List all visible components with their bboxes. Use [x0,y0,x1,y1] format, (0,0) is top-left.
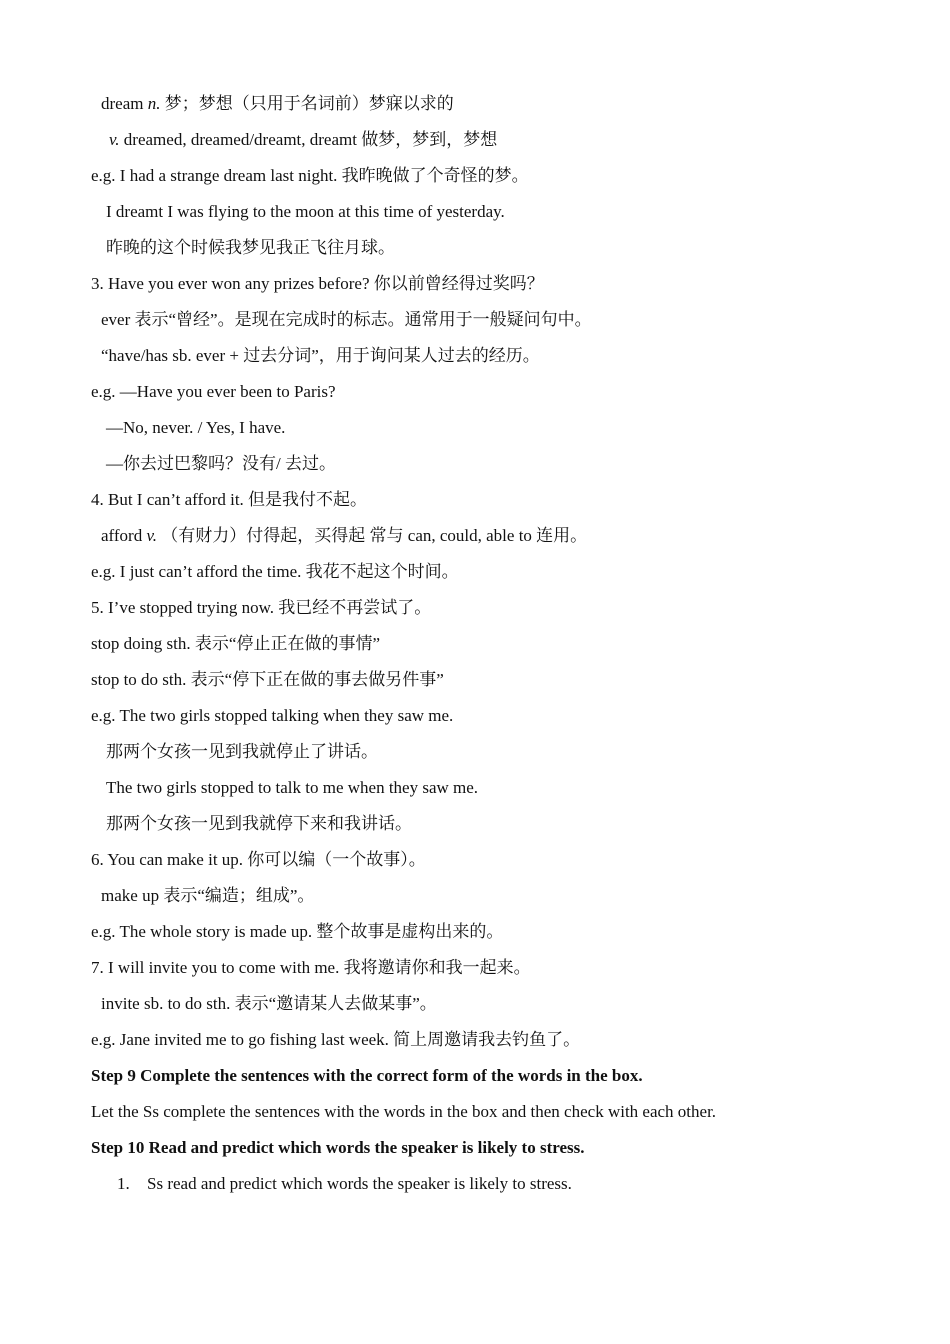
example-line: e.g. I just can’t afford the time. 我花不起这个时间。 [91,562,459,581]
step-9-instruction: Let the Ss complete the sentences with the words in the box and then check with each other. [91,1102,717,1121]
text-span: afford [101,526,147,545]
note-line: stop doing sth. 表示“停止正在做的事情” [91,634,380,653]
translation-line: 那两个女孩一见到我就停止了讲话。 [106,742,378,761]
translation-line: 那两个女孩一见到我就停下来和我讲话。 [106,814,412,833]
note-line: stop to do sth. 表示“停下正在做的事去做另件事” [91,670,444,689]
text-span: 梦；梦想（只用于名词前）梦寐以求的 [160,94,454,113]
example-line: e.g. I had a strange dream last night. 我昨晚做了个奇怪的梦。 [91,166,529,185]
note-line: make up 表示“编造；组成”。 [101,886,315,905]
step-10-heading: Step 10 Read and predict which words the speaker is likely to stress. [91,1138,585,1157]
phrase-heading-7: 7. I will invite you to come with me. 我将邀请你和我一起来。 [91,958,531,977]
pos-label: n. [147,94,161,113]
dream-verb-entry [109,129,497,151]
text-span: dreamed, dreamed/dreamt, dreamt 做梦，梦到，梦想 [119,130,498,149]
numbered-list-item [0,1173,950,1195]
example-line: I dreamt I was flying to the moon at this time of yesterday. [106,202,505,221]
example-line: e.g. —Have you ever been to Paris? [91,382,336,401]
translation-line: —你去过巴黎吗？没有/ 去过。 [106,454,336,473]
example-line: e.g. Jane invited me to go fishing last week. 简上周邀请我去钓鱼了。 [91,1030,581,1049]
example-line: The two girls stopped to talk to me when they saw me. [106,778,479,797]
step-9-heading: Step 9 Complete the sentences with the correct form of the words in the box. [91,1066,643,1085]
afford-entry [101,525,587,547]
note-line: “have/has sb. ever + 过去分词”，用于询问某人过去的经历。 [101,346,540,365]
note-line: invite sb. to do sth. 表示“邀请某人去做某事”。 [101,994,437,1013]
phrase-heading-3: 3. Have you ever won any prizes before? 你以前曾经得过奖吗？ [91,274,544,293]
translation-line: 昨晚的这个时候我梦见我正飞往月球。 [106,238,395,257]
text-span: dream [101,94,148,113]
dream-noun-entry [101,93,454,115]
phrase-heading-4: 4. But I can’t afford it. 但是我付不起。 [91,490,368,509]
phrase-heading-5: 5. I’ve stopped trying now. 我已经不再尝试了。 [91,598,432,617]
note-line: ever 表示“曾经”。是现在完成时的标志。通常用于一般疑问句中。 [101,310,592,329]
pos-label: v. [146,526,158,545]
pos-label: v. [109,130,120,149]
phrase-heading-6: 6. You can make it up. 你可以编（一个故事）。 [91,850,426,869]
example-line: e.g. The two girls stopped talking when they saw me. [91,706,454,725]
example-line: —No, never. / Yes, I have. [106,418,286,437]
text-span: （有财力）付得起，买得起 常与 can, could, able to 连用。 [157,526,588,545]
list-number: 1. [117,1174,130,1193]
example-line: e.g. The whole story is made up. 整个故事是虚构出来的。 [91,922,504,941]
list-item-text: Ss read and predict which words the speaker is likely to stress. [147,1174,572,1193]
